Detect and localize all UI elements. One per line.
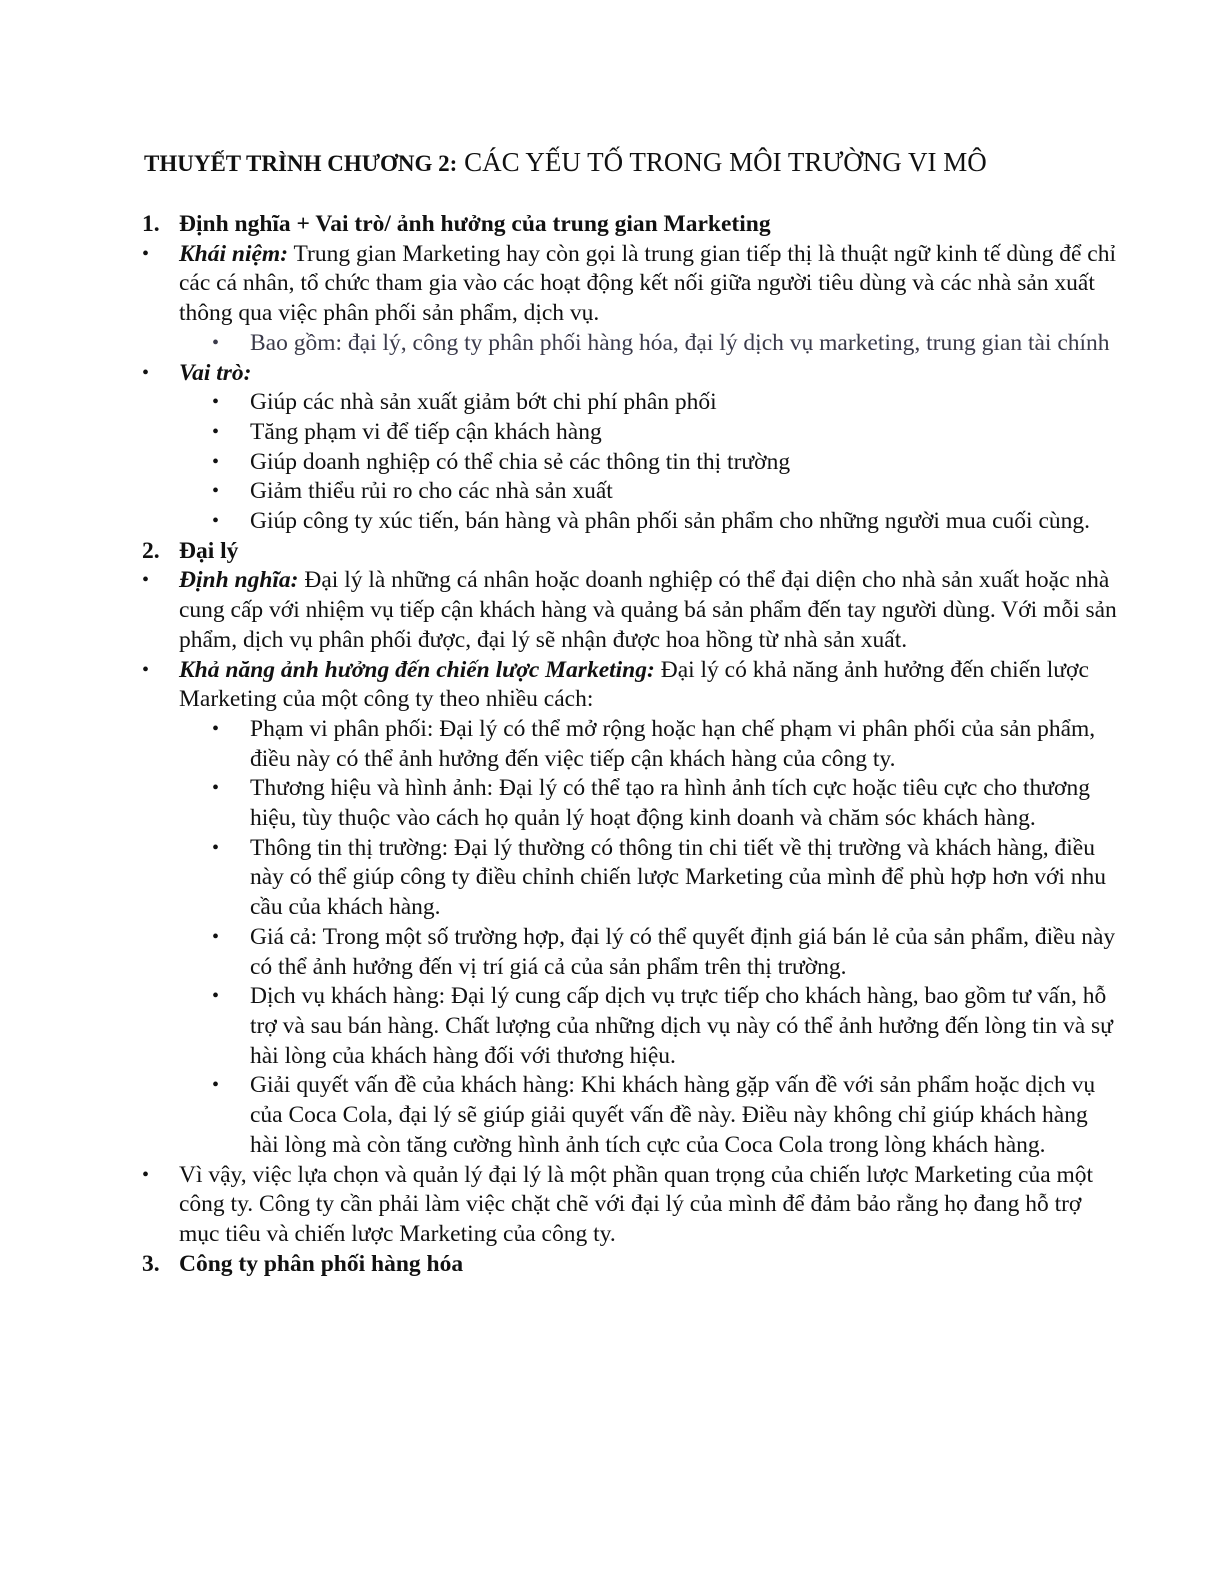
bullet-icon: • [212, 717, 220, 740]
list-item [142, 477, 1117, 507]
role-text: Tăng phạm vi để tiếp cận khách hàng [250, 418, 602, 445]
bullet-icon: • [212, 925, 220, 948]
influence-point: Giá cả: Trong một số trường hợp, đại lý có thể quyết định giá bán lẻ của sản phẩm, điều này có thể ảnh hưởng đến vị trí giá cả của sản phẩm trên thị trường. [250, 923, 1116, 980]
conclusion-text: Vì vậy, việc lựa chọn và quản lý đại lý là một phần quan trọng của chiến lược Marketing của một công ty. Công ty cần phải làm việc chặt chẽ với đại lý của mình để đảm bảo rằng họ đang hỗ trợ mục tiêu và chiến lược Marketing của công ty. [179, 1161, 1094, 1247]
list-item [142, 834, 1117, 923]
influence-label: Khả năng ảnh hưởng đến chiến lược Marketing: [179, 656, 655, 683]
heading-text: Đại lý [179, 537, 239, 564]
influence-point: Giải quyết vấn đề của khách hàng: Khi khách hàng gặp vấn đề với sản phẩm hoặc dịch vụ của Coca Cola, đại lý sẽ giúp giải quyết vấn đề này. Điều này không chỉ giúp khách hàng hài lòng mà còn tăng cường hình ảnh tích cực của Coca Cola trong lòng khách hàng. [250, 1072, 1096, 1158]
role-text: Giúp công ty xúc tiến, bán hàng và phân phối sản phẩm cho những người mua cuối cùng. [250, 508, 1090, 535]
role-text: Giúp doanh nghiệp có thể chia sẻ các thông tin thị trường [250, 448, 791, 475]
definition-item [142, 566, 1117, 655]
bullet-icon: • [142, 569, 150, 592]
bullet-icon: • [212, 1074, 220, 1097]
list-item [142, 1071, 1117, 1160]
role-item [142, 359, 1117, 389]
concept-item [142, 240, 1117, 329]
section-number: 2. [142, 537, 160, 564]
section-2-heading [142, 537, 1117, 567]
influence-point: Dịch vụ khách hàng: Đại lý cung cấp dịch vụ trực tiếp cho khách hàng, bao gồm tư vấn, hỗ trợ và sau bán hàng. Chất lượng của những dịch vụ này có thể ảnh hưởng đến lòng tin và sự hài lòng của khách hàng đối với thương hiệu. [250, 983, 1113, 1069]
includes-text: Bao gồm: đại lý, công ty phân phối hàng hóa, đại lý dịch vụ marketing, trung gian tài chính [250, 329, 1110, 356]
bullet-icon: • [142, 242, 150, 265]
list-item [142, 715, 1117, 774]
list-item [142, 388, 1117, 418]
list-item [142, 982, 1117, 1071]
bullet-icon: • [212, 480, 220, 503]
title-rest: CÁC YẾU TỐ TRONG MÔI TRƯỜNG VI MÔ [457, 147, 987, 177]
role-label: Vai trò: [179, 359, 252, 386]
heading-text: Định nghĩa + Vai trò/ ảnh hưởng của trung gian Marketing [179, 211, 771, 237]
list-item [142, 448, 1117, 478]
bullet-icon: • [212, 391, 220, 414]
role-text: Giúp các nhà sản xuất giảm bớt chi phí phân phối [250, 389, 717, 416]
bullet-icon: • [212, 331, 220, 354]
bullet-icon: • [212, 777, 220, 800]
influence-point: Thông tin thị trường: Đại lý thường có thông tin chi tiết về thị trường và khách hàng, điều này có thể giúp công ty điều chỉnh chiến lược Marketing của mình để phù hợp hơn với nhu cầu của khách hàng. [250, 834, 1107, 921]
concept-label: Khái niệm: [179, 240, 289, 267]
heading-text: Công ty phân phối hàng hóa [179, 1250, 464, 1277]
influence-text: Đại lý có khả năng ảnh hưởng đến chiến lược Marketing của một công ty theo nhiều cách: [179, 656, 1089, 713]
influence-point: Phạm vi phân phối: Đại lý có thể mở rộng hoặc hạn chế phạm vi phân phối của sản phẩm, điều này có thể ảnh hưởng đến việc tiếp cận khách hàng của công ty. [250, 715, 1096, 772]
role-text: Giảm thiểu rủi ro cho các nhà sản xuất [250, 478, 613, 505]
section-3-heading [142, 1250, 1117, 1280]
section-1-heading [142, 210, 1117, 240]
list-item [142, 923, 1117, 982]
bullet-icon: • [142, 361, 150, 384]
list-item [142, 774, 1117, 833]
bullet-icon: • [212, 985, 220, 1008]
bullet-icon: • [212, 836, 220, 859]
section-number: 3. [142, 1250, 160, 1277]
document-title [144, 144, 987, 182]
influence-item [142, 656, 1117, 715]
bullet-icon: • [142, 658, 150, 681]
bullet-icon: • [212, 510, 220, 533]
includes-item [142, 329, 1117, 359]
conclusion-item [142, 1161, 1117, 1250]
definition-label: Định nghĩa: [179, 567, 299, 594]
list-item [142, 507, 1117, 537]
bullet-icon: • [142, 1163, 150, 1186]
influence-point: Thương hiệu và hình ảnh: Đại lý có thể tạo ra hình ảnh tích cực hoặc tiêu cực cho thương hiệu, tùy thuộc vào cách họ quản lý hoạt động kinh doanh và chăm sóc khách hàng. [250, 775, 1090, 832]
document-body [142, 210, 1117, 1279]
concept-text: Trung gian Marketing hay còn gọi là trung gian tiếp thị là thuật ngữ kinh tế dùng để chỉ các cá nhân, tổ chức tham gia vào các hoạt động kết nối giữa người tiêu dùng và các nhà sản xuất thông qua việc phân phối sản phẩm, dịch vụ. [179, 240, 1116, 327]
list-item [142, 418, 1117, 448]
bullet-icon: • [212, 450, 220, 473]
section-number: 1. [142, 211, 160, 237]
bullet-icon: • [212, 420, 220, 443]
title-bold-part: THUYẾT TRÌNH CHƯƠNG 2: [144, 151, 458, 176]
definition-text: Đại lý là những cá nhân hoặc doanh nghiệp có thể đại diện cho nhà sản xuất hoặc nhà cung cấp với nhiệm vụ tiếp cận khách hàng và quảng bá sản phẩm đến tay người dùng. Với mỗi sản phẩm, dịch vụ phân phối được, đại lý sẽ nhận được hoa hồng từ nhà sản xuất. [179, 567, 1117, 653]
